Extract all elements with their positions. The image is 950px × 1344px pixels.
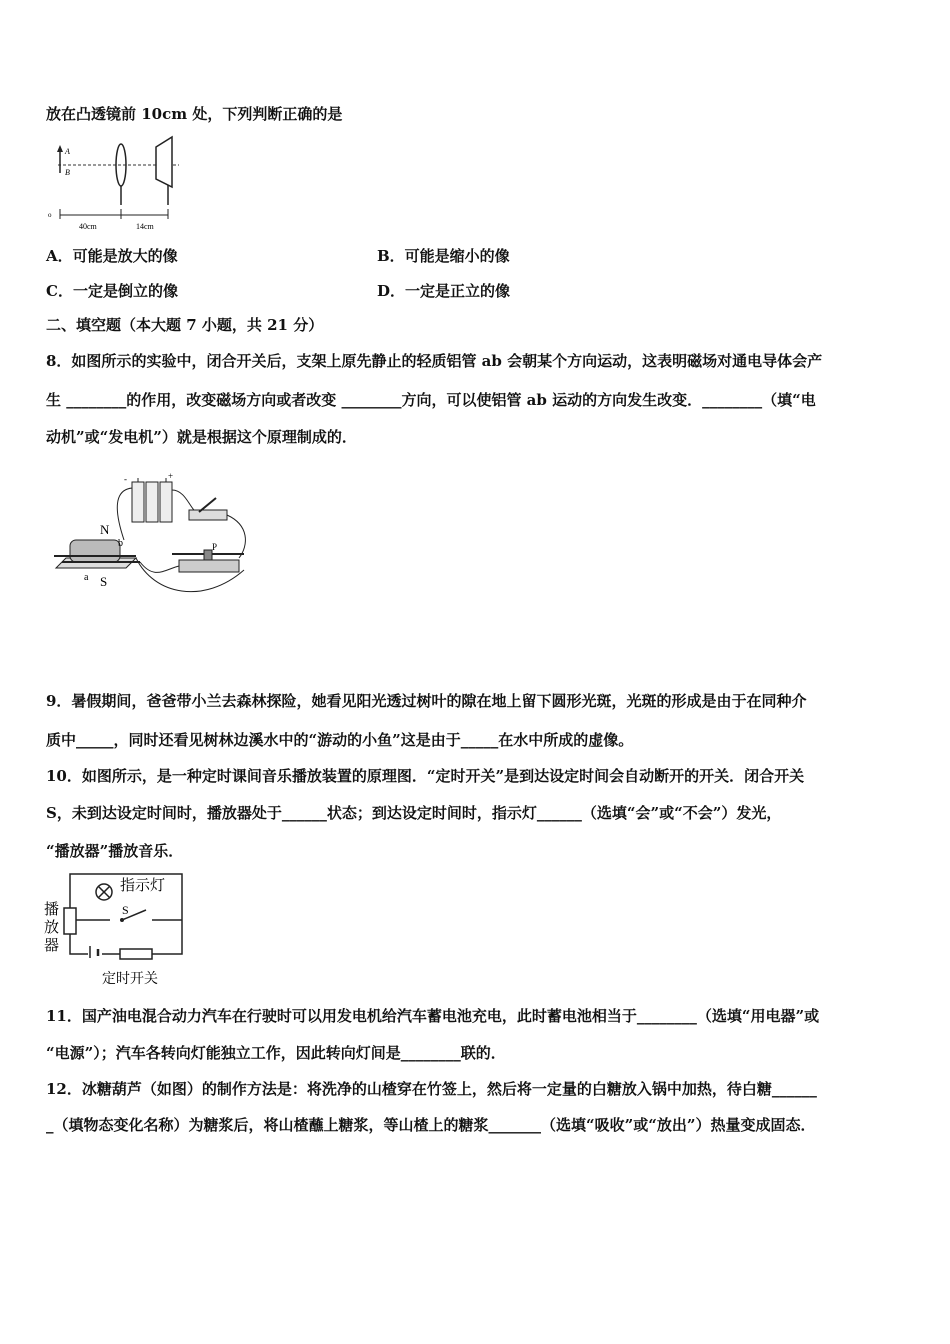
q10-line3: “播放器”播放音乐．	[46, 842, 184, 860]
q8-line1: 8．如图所示的实验中，闭合开关后，支架上原先静止的轻质铝管 ab 会朝某个方向运动，这表明磁场对通电导体会产	[46, 352, 823, 370]
rheostat	[172, 550, 244, 572]
q8-line3: 动机”或“发电机”）就是根据这个原理制成的．	[46, 428, 357, 446]
q11-line1: 11．国产油电混合动力汽车在行驶时可以用发电机给汽车蓄电池充电，此时蓄电池相当于________（选填“用电器”或	[46, 1007, 820, 1025]
label-p: P	[212, 542, 218, 552]
lamp-label: 指示灯	[120, 878, 166, 894]
timer-label: 定时开关	[102, 972, 158, 987]
convex-lens	[116, 144, 126, 205]
label-s: S	[100, 574, 108, 589]
player-label-2: 放	[44, 920, 60, 936]
q7-option-a: A．可能是放大的像	[46, 247, 178, 265]
q7-option-b: B．可能是缩小的像	[377, 247, 510, 265]
dist-40cm: 40cm	[79, 222, 97, 231]
label-o: o	[48, 211, 52, 219]
indicator-lamp-icon	[96, 884, 112, 900]
q12-line1: 12．冰糖葫芦（如图）的制作方法是：将洗净的山楂穿在竹签上，然后将一定量的白糖放入锅中加热，待白糖______	[46, 1080, 817, 1098]
q7-stem: 放在凸透镜前 10cm 处，下列判断正确的是	[46, 105, 343, 123]
switch	[189, 498, 227, 520]
switch-label: S	[122, 903, 129, 917]
q7-lens-diagram	[44, 135, 184, 235]
magnet-rails	[54, 540, 140, 568]
label-b: B	[65, 168, 70, 177]
label-a: A	[65, 147, 70, 156]
section-heading: 二、填空题（本大题 7 小题，共 21 分）	[46, 316, 324, 334]
q12-line2: _（填物态变化名称）为糖浆后，将山楂蘸上糖浆，等山楂上的糖浆_______（选填“吸收”或“放出”）热量变成固态．	[46, 1116, 816, 1134]
player-resistor	[64, 908, 76, 934]
plus-sign: +	[168, 471, 174, 481]
q8-motor-diagram	[44, 470, 269, 605]
player-label-3: 器	[44, 938, 60, 954]
q9-line1: 9．暑假期间，爸爸带小兰去森林探险，她看见阳光透过树叶的隙在地上留下圆形光斑，光斑的形成是由于在同种介	[46, 692, 807, 710]
distance-markers	[60, 209, 168, 219]
label-n: N	[100, 522, 110, 537]
switch-s	[110, 910, 182, 924]
q11-line2: “电源”）；汽车各转向灯能独立工作，因此转向灯间是________联的．	[46, 1044, 506, 1062]
q8-line2: 生 ________的作用，改变磁场方向或者改变 ________方向，可以使铝管 ab 运动的方向发生改变．________（填“电	[46, 391, 816, 409]
label-a-end: a	[84, 572, 89, 583]
player-label-1: 播	[44, 902, 60, 918]
q9-line2: 质中_____，同时还看见树林边溪水中的“游动的小鱼”这是由于_____在水中所成的虚像。	[46, 731, 634, 749]
minus-sign: -	[124, 474, 127, 484]
dist-14cm: 14cm	[136, 222, 154, 231]
q7-option-c: C．一定是倒立的像	[46, 282, 178, 300]
q7-option-d: D．一定是正立的像	[377, 282, 511, 300]
q10-circuit-diagram	[42, 870, 192, 988]
object-arrow	[57, 145, 63, 173]
timer-switch	[120, 949, 152, 959]
battery-cell	[88, 946, 102, 958]
battery	[132, 478, 172, 522]
q10-line2: S，未到达设定时间时，播放器处于______状态；到达设定时间时，指示灯______（选填“会”或“不会”）发光，	[46, 804, 782, 822]
screen	[156, 137, 172, 205]
label-b-end: b	[118, 538, 123, 549]
q10-line1: 10．如图所示，是一种定时课间音乐播放装置的原理图．“定时开关”是到达设定时间会自动断开的开关．闭合开关	[46, 767, 805, 785]
